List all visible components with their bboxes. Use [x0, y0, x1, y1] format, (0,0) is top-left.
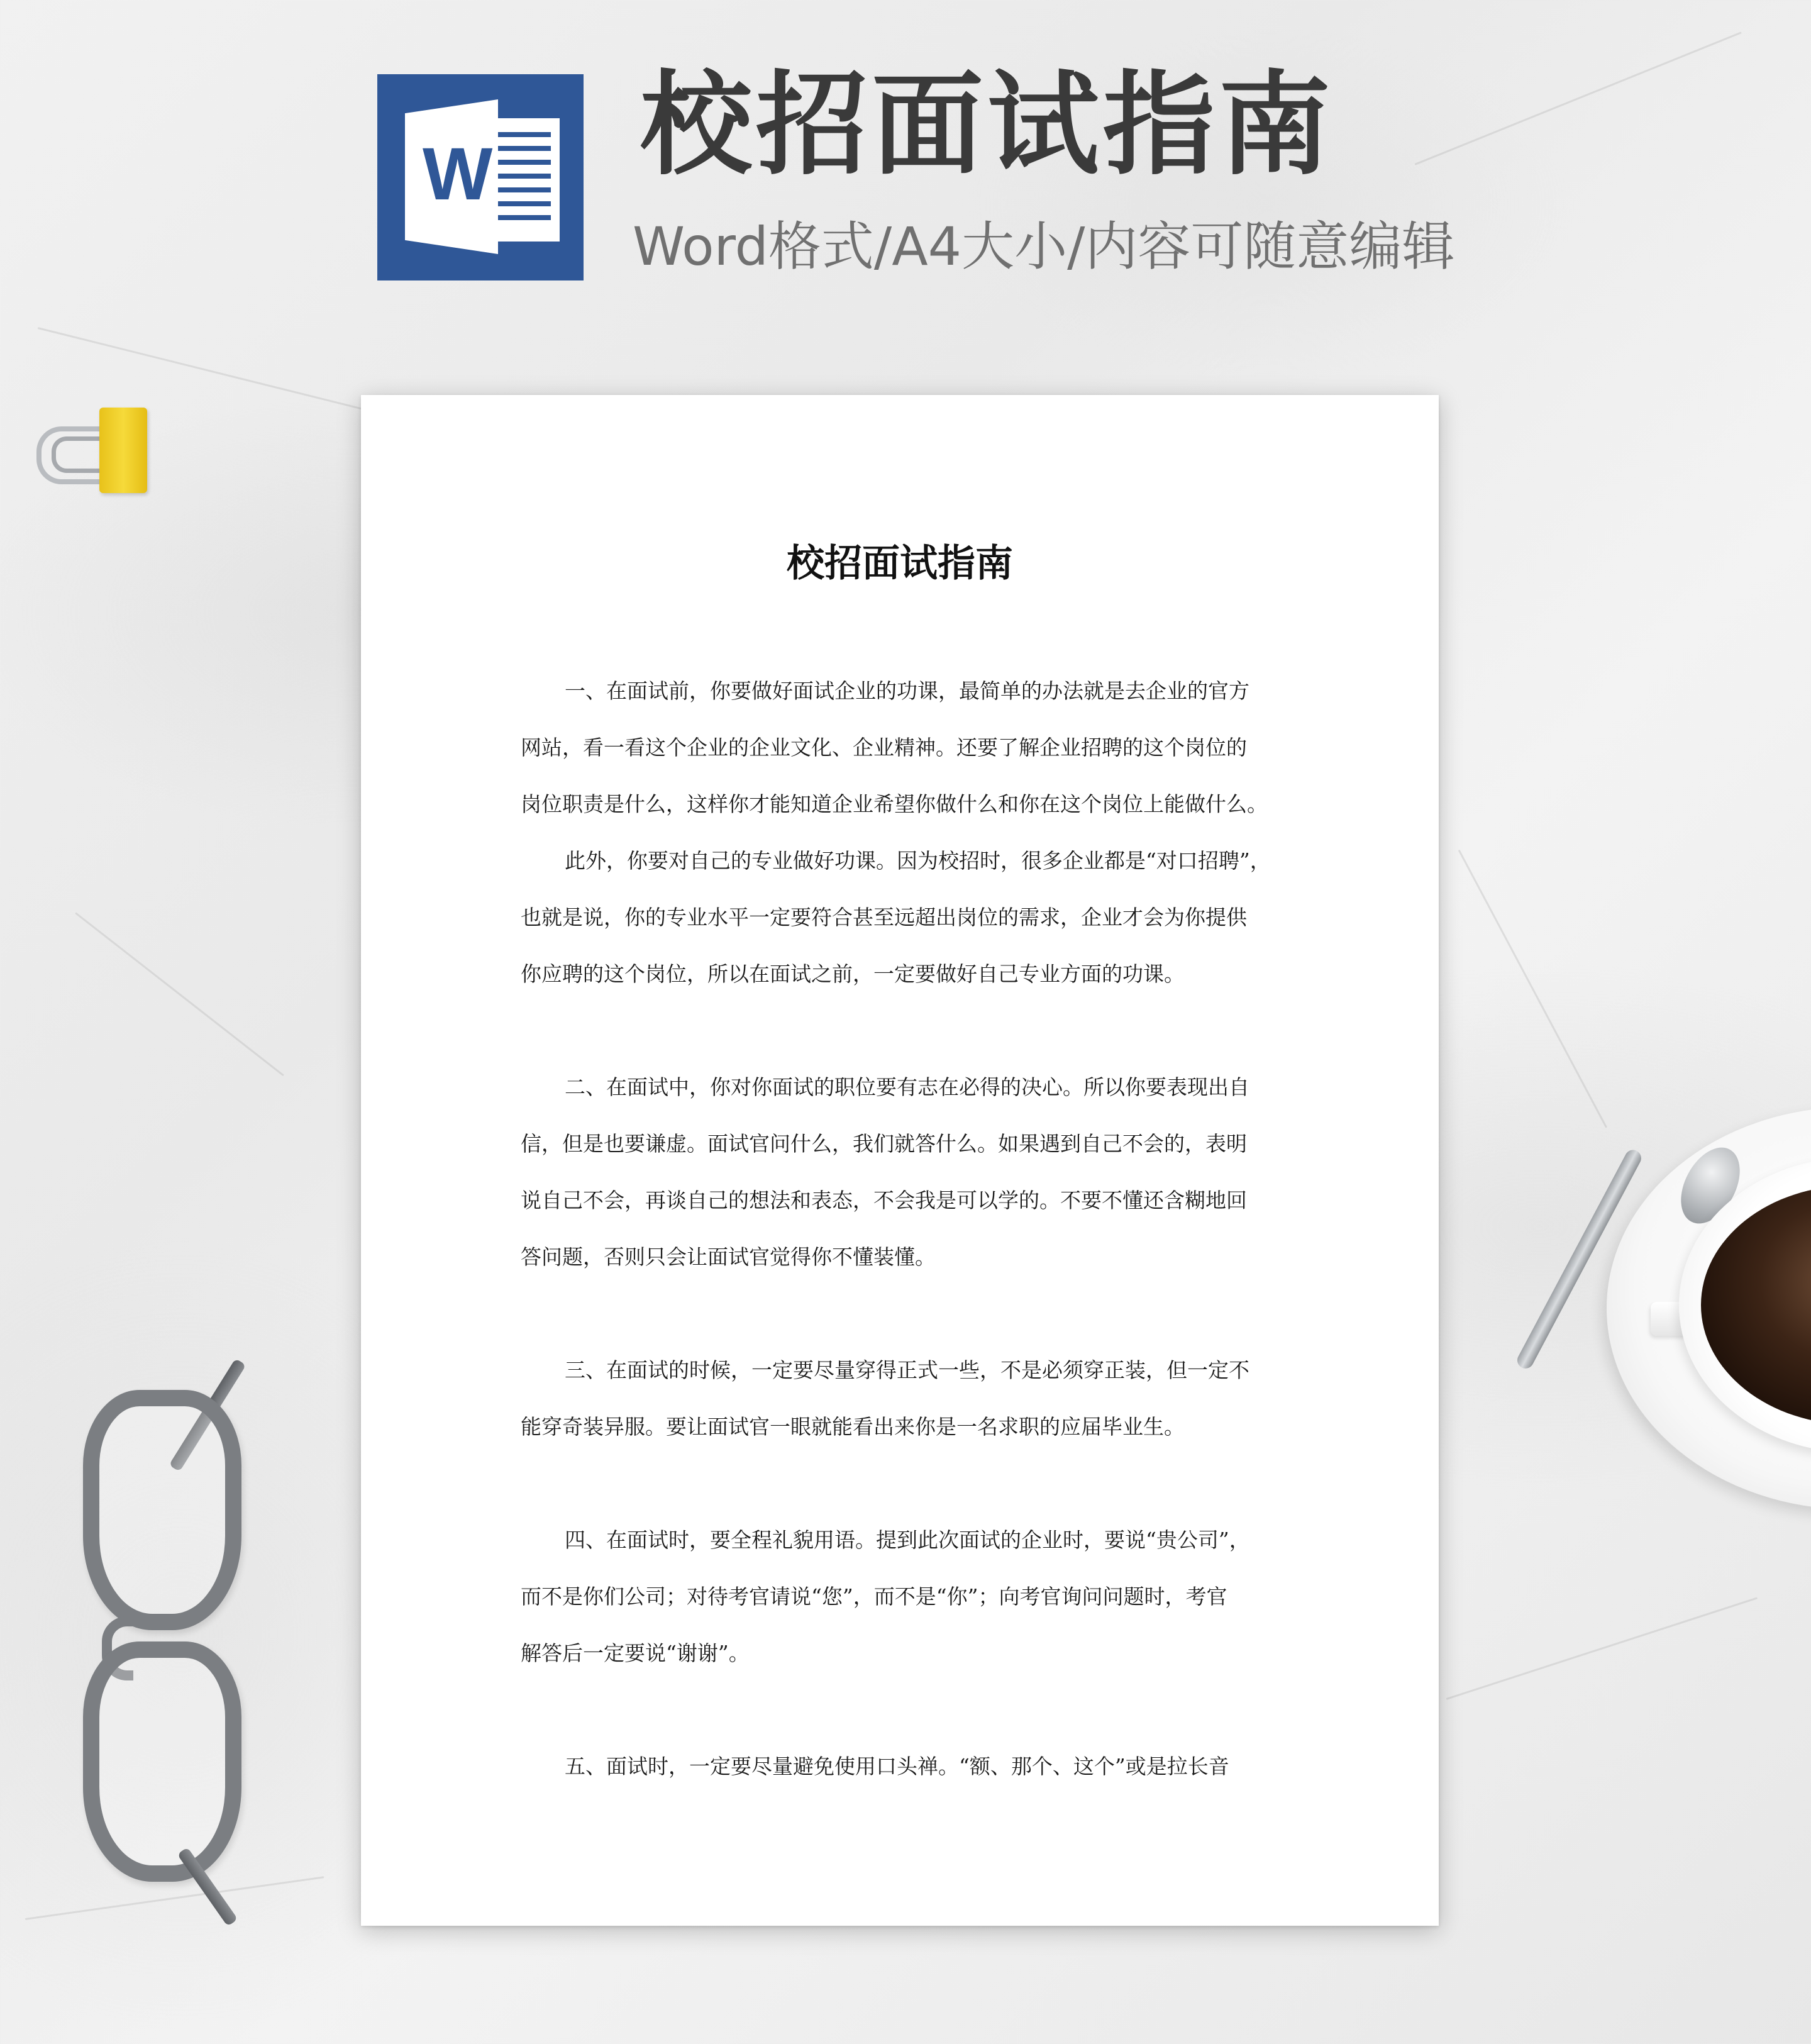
document-title: 校招面试指南	[787, 542, 1013, 586]
paragraph	[521, 1738, 1283, 1795]
word-logo-lines	[496, 132, 551, 229]
marble-vein	[1414, 31, 1741, 165]
paragraph-line: 此外，你要对自己的专业做好功课。因为校招时，很多企业都是“对口招聘”，	[565, 848, 1271, 873]
paragraph-line: 信，但是也要谦虚。面试官问什么，我们就答什么。如果遇到自己不会的，表明	[521, 1131, 1247, 1156]
paragraph-line: 三、在面试的时候，一定要尽量穿得正式一些，不是必须穿正装，但一定不	[565, 1358, 1249, 1382]
document-body	[521, 663, 1283, 1852]
paragraph-line: 解答后一定要说“谢谢”。	[521, 1641, 750, 1665]
paragraph-group-1	[521, 663, 1283, 1003]
word-logo-letter: W	[423, 133, 490, 216]
marble-vein	[1458, 850, 1607, 1128]
paragraph	[521, 1342, 1283, 1455]
eyeglasses-icon	[69, 1352, 233, 1887]
paragraph-line: 说自己不会，再谈自己的想法和表态，不会我是可以学的。不要不懂还含糊地回	[521, 1188, 1247, 1213]
paragraph-line: 能穿奇装异服。要让面试官一眼就能看出来你是一名求职的应届毕业生。	[521, 1414, 1185, 1439]
word-logo-icon	[377, 74, 584, 280]
paragraph	[521, 663, 1283, 833]
eyeglasses-lens	[83, 1390, 241, 1630]
document-page	[361, 395, 1439, 1926]
paragraph-line: 你应聘的这个岗位，所以在面试之前，一定要做好自己专业方面的功课。	[521, 962, 1185, 986]
eyeglasses-lens	[83, 1641, 241, 1882]
binder-clip-body	[99, 408, 147, 493]
marble-vein	[1446, 1597, 1758, 1700]
paragraph-line: 网站，看一看这个企业的企业文化、企业精神。还要了解企业招聘的这个岗位的	[521, 735, 1247, 760]
binder-clip-icon	[36, 408, 150, 496]
paragraph	[521, 833, 1283, 1003]
paragraph-line: 而不是你们公司；对待考官请说“您”，而不是“你”；向考官询问问题时，考官	[521, 1584, 1227, 1609]
paragraph-line: 四、在面试时，要全程礼貌用语。提到此次面试的企业时，要说“贵公司”，	[565, 1528, 1250, 1552]
paragraph-line: 也就是说，你的专业水平一定要符合甚至远超出岗位的需求，企业才会为你提供	[521, 905, 1247, 930]
paragraph-line: 岗位职责是什么，这样你才能知道企业希望你做什么和你在这个岗位上能做什么。	[521, 792, 1268, 816]
paragraph	[521, 1512, 1283, 1682]
paragraph-line: 五、面试时，一定要尽量避免使用口头禅。“额、那个、这个”或是拉长音	[565, 1754, 1229, 1779]
banner-subtitle: Word格式/A4大小/内容可随意编辑	[633, 216, 1455, 277]
paragraph	[521, 1059, 1283, 1286]
marble-vein	[75, 912, 284, 1076]
paragraph-line: 答问题，否则只会让面试官觉得你不懂装懂。	[521, 1245, 936, 1269]
paragraph-line: 二、在面试中，你对你面试的职位要有志在必得的决心。所以你要表现出自	[565, 1075, 1249, 1099]
paragraph-line: 一、在面试前，你要做好面试企业的功课，最简单的办法就是去企业的官方	[565, 679, 1249, 703]
banner-title: 校招面试指南	[640, 60, 1334, 190]
